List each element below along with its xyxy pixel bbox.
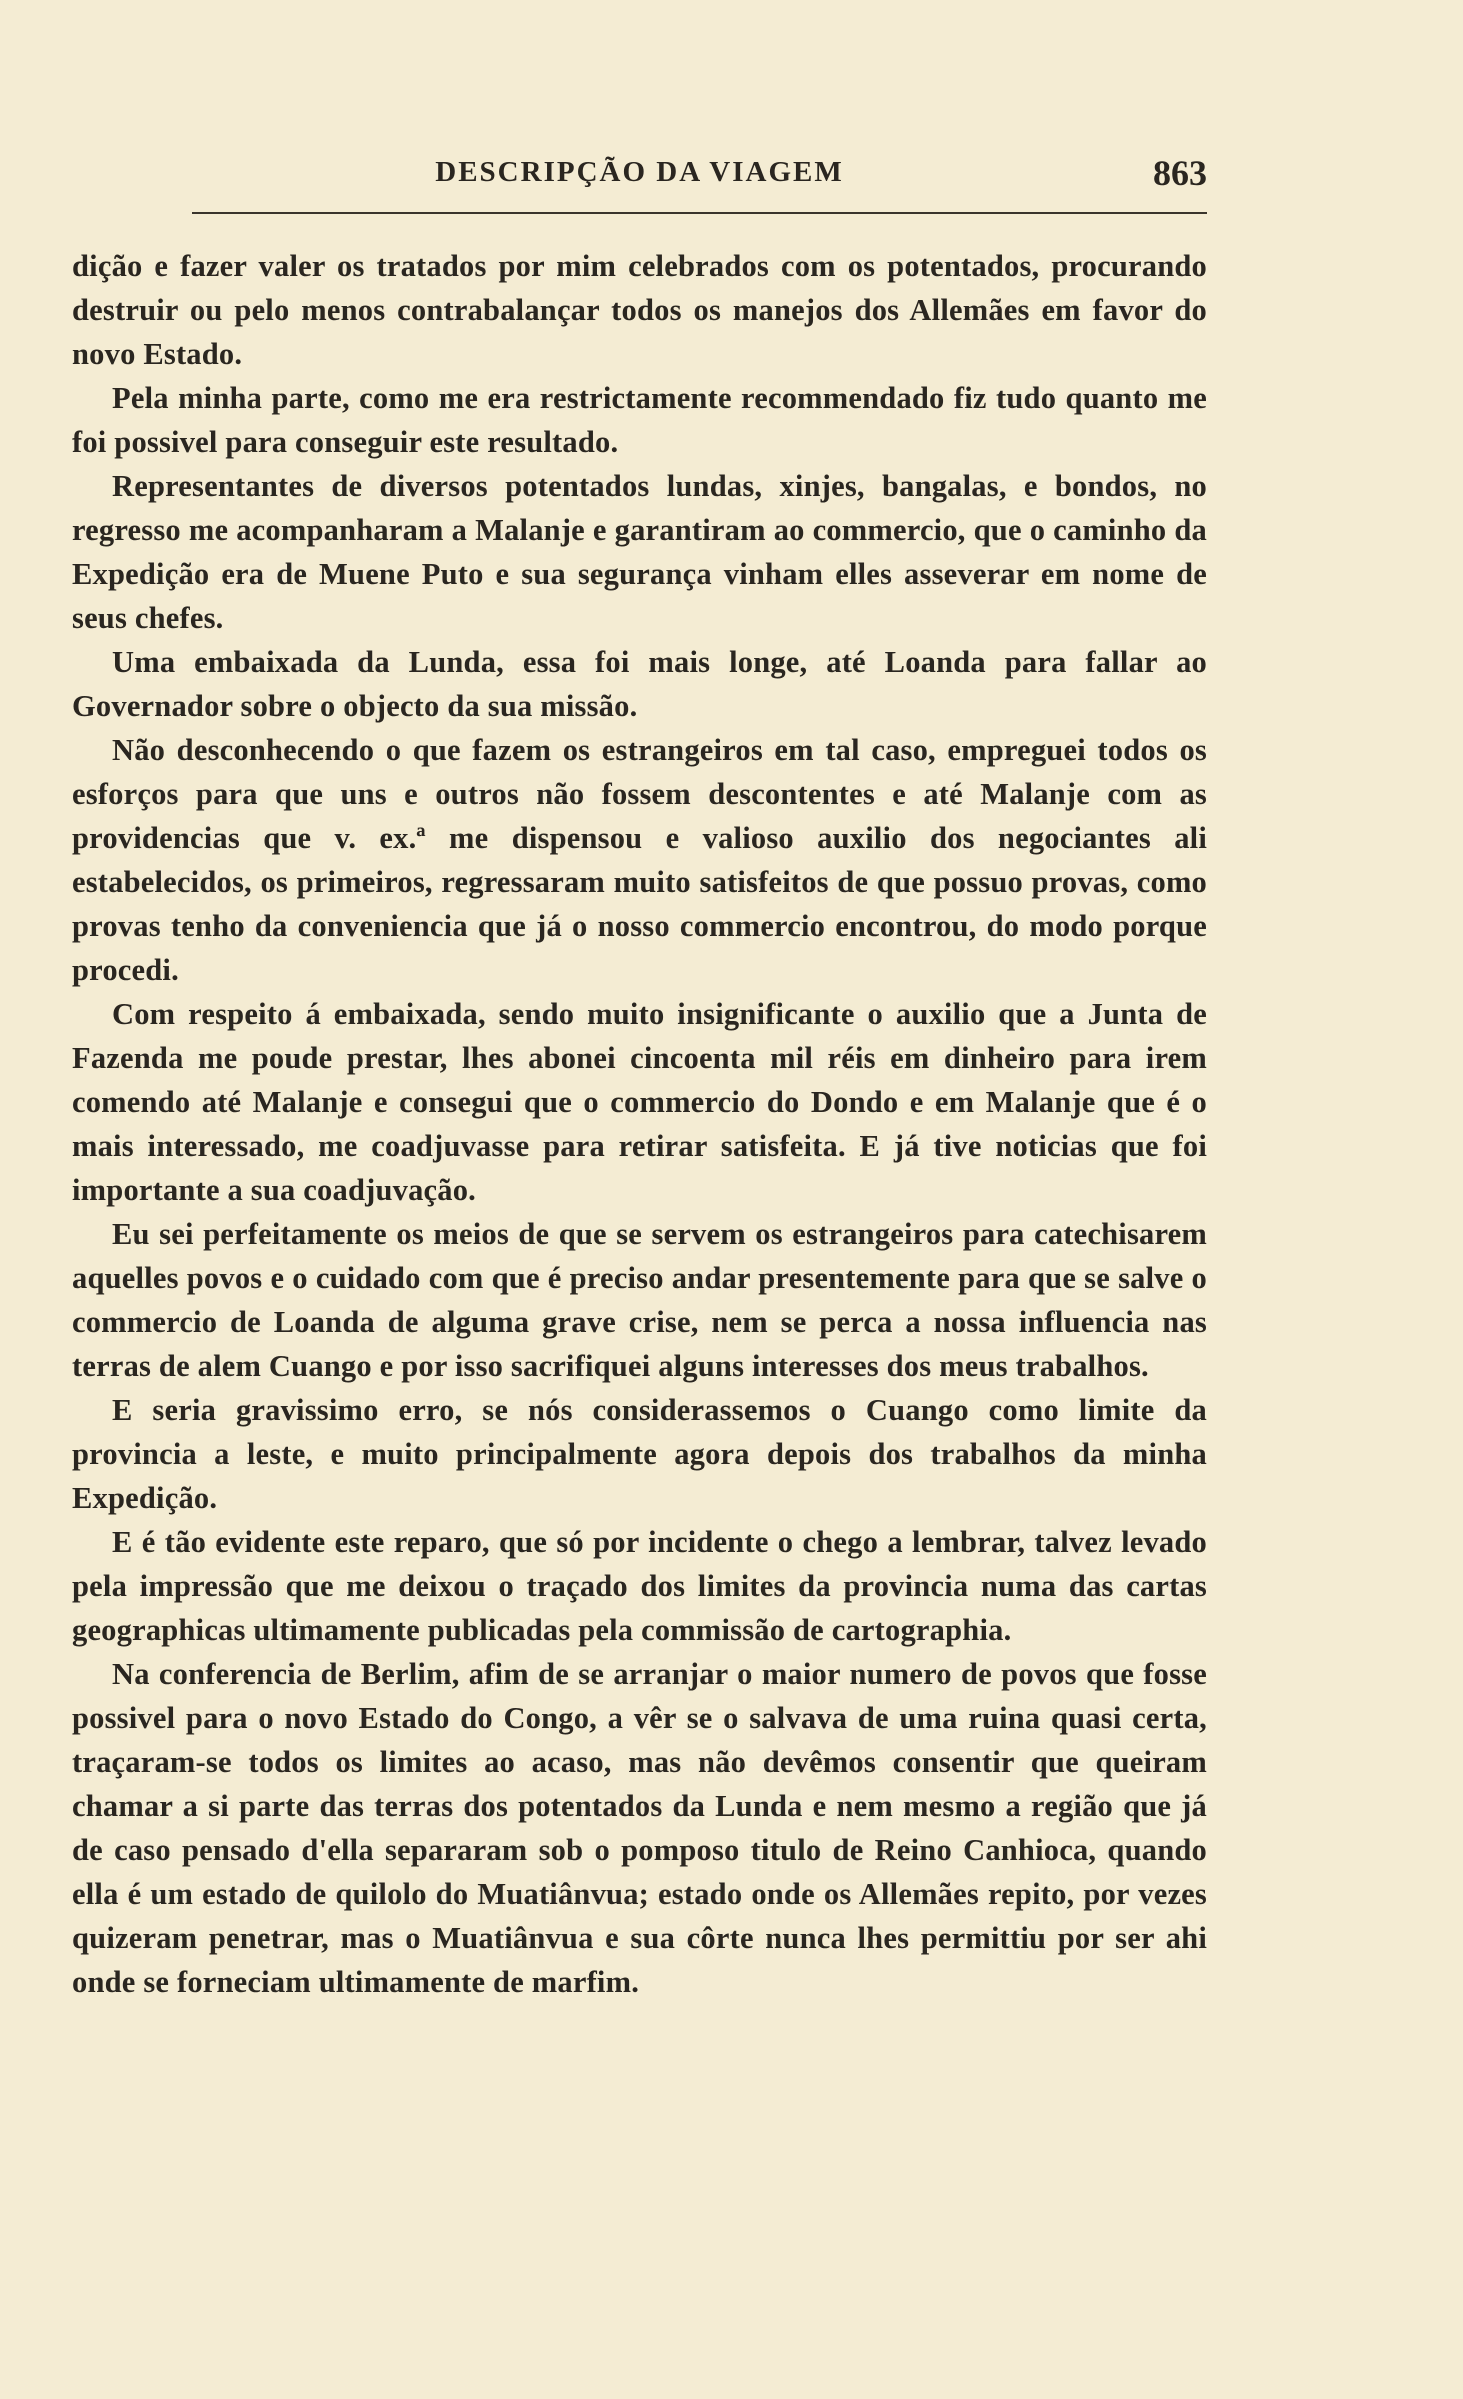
page-number: 863	[1153, 153, 1207, 193]
paragraph: E é tão evidente este reparo, que só por incidente o chego a lembrar, talvez levado pela impressão que me deixou o traçado dos limites da provincia numa das cartas geographicas ultimamente publicadas pela commissão de cartographia.	[72, 1525, 1207, 1647]
paragraph: E seria gravissimo erro, se nós considerassemos o Cuango como limite da provincia a leste, e muito principalmente agora depois dos trabalhos da minha Expedição.	[72, 1393, 1207, 1515]
paragraph: Representantes de diversos potentados lundas, xinjes, bangalas, e bondos, no regresso me acompanharam a Malanje e garantiram ao commercio, que o caminho da Expedição era de Muene Puto e sua segurança vinham elles asseverar em nome de seus chefes.	[72, 469, 1207, 635]
running-head	[72, 152, 1207, 202]
paragraph: Pela minha parte, como me era restrictamente recommendado fiz tudo quanto me foi possivel para conseguir este resultado.	[72, 381, 1207, 459]
paragraph: Com respeito á embaixada, sendo muito insignificante o auxilio que a Junta de Fazenda me poude prestar, lhes abonei cincoenta mil réis em dinheiro para irem comendo até Malanje e consegui que o commercio do Dondo e em Malanje que é o mais interessado, me coadjuvasse para retirar satisfeita. E já tive noticias que foi importante a sua coadjuvação.	[72, 997, 1207, 1207]
paragraph: Uma embaixada da Lunda, essa foi mais longe, até Loanda para fallar ao Governador sobre o objecto da sua missão.	[72, 645, 1207, 723]
body-text	[72, 244, 1207, 2004]
paragraph: Na conferencia de Berlim, afim de se arranjar o maior numero de povos que fosse possivel para o novo Estado do Congo, a vêr se o salvava de uma ruina quasi certa, traçaram-se todos os limites ao acaso, mas não devêmos consentir que queiram chamar a si parte das terras dos potentados da Lunda e nem mesmo a região que já de caso pensado d'ella separaram sob o pomposo titulo de Reino Canhioca, quando ella é um estado de quilolo do Muatiânvua; estado onde os Allemães repito, por vezes quizeram penetrar, mas o Muatiânvua e sua côrte nunca lhes permittiu por ser ahi onde se forneciam ultimamente de marfim.	[72, 1657, 1207, 1999]
header-rule	[192, 212, 1207, 214]
paragraph: dição e fazer valer os tratados por mim celebrados com os potentados, procurando destruir ou pelo menos contrabalançar todos os manejos dos Allemães em favor do novo Estado.	[72, 249, 1207, 371]
running-title: DESCRIPÇÃO DA VIAGEM	[435, 156, 844, 188]
paragraph: Não desconhecendo o que fazem os estrangeiros em tal caso, empreguei todos os esforços para que uns e outros não fossem descontentes e até Malanje com as providencias que v. ex.ª me dispensou e valioso auxilio dos negociantes ali estabelecidos, os primeiros, regressaram muito satisfeitos de que possuo provas, como provas tenho da conveniencia que já o nosso commercio encontrou, do modo porque procedi.	[72, 733, 1207, 987]
paragraph: Eu sei perfeitamente os meios de que se servem os estrangeiros para catechisarem aquelles povos e o cuidado com que é preciso andar presentemente para que se salve o commercio de Loanda de alguma grave crise, nem se perca a nossa influencia nas terras de alem Cuango e por isso sacrifiquei alguns interesses dos meus trabalhos.	[72, 1217, 1207, 1383]
